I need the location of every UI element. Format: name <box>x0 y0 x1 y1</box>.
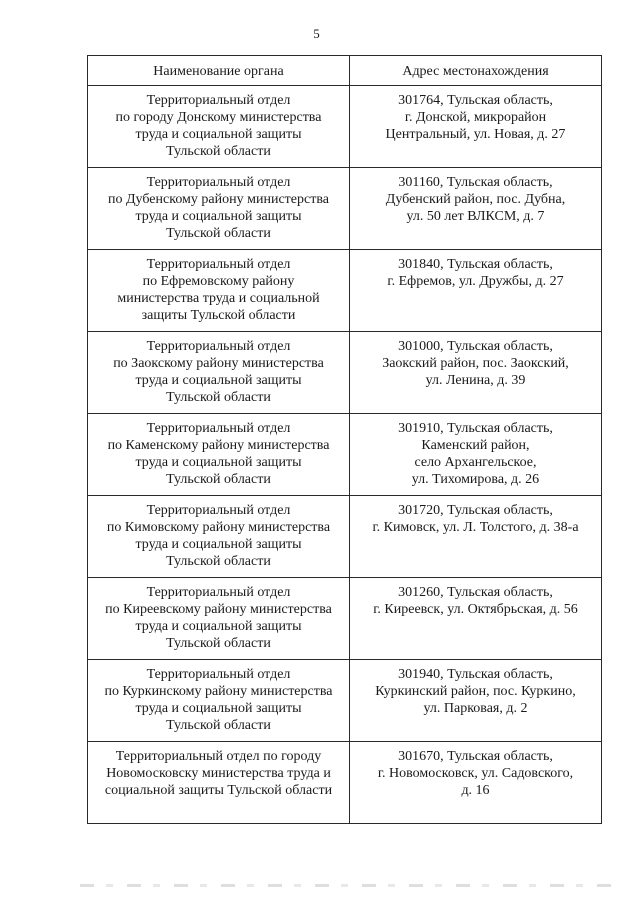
scan-artifact-line <box>80 884 620 887</box>
address-cell: 301670, Тульская область, г. Новомосковск, ул. Садовского, д. 16 <box>350 742 602 824</box>
offices-table <box>87 55 602 824</box>
address-cell: 301910, Тульская область, Каменский район, село Архангельское, ул. Тихомирова, д. 26 <box>350 414 602 496</box>
table-row <box>88 578 602 660</box>
header-address: Адрес местонахождения <box>350 56 602 86</box>
organ-name-cell: Территориальный отдел по городу Донскому министерства труда и социальной защиты Тульской области <box>88 86 350 168</box>
address-cell: 301764, Тульская область, г. Донской, микрорайон Центральный, ул. Новая, д. 27 <box>350 86 602 168</box>
address-cell: 301260, Тульская область, г. Киреевск, ул. Октябрьская, д. 56 <box>350 578 602 660</box>
address-cell: 301000, Тульская область, Заокский район, пос. Заокский, ул. Ленина, д. 39 <box>350 332 602 414</box>
table-row <box>88 250 602 332</box>
organ-name-cell: Территориальный отдел по Кимовскому району министерства труда и социальной защиты Тульской области <box>88 496 350 578</box>
address-cell: 301840, Тульская область, г. Ефремов, ул. Дружбы, д. 27 <box>350 250 602 332</box>
address-cell: 301720, Тульская область, г. Кимовск, ул. Л. Толстого, д. 38-а <box>350 496 602 578</box>
table-header <box>88 56 602 86</box>
organ-name-cell: Территориальный отдел по городу Новомосковску министерства труда и социальной защиты Тульской области <box>88 742 350 824</box>
address-cell: 301160, Тульская область, Дубенский район, пос. Дубна, ул. 50 лет ВЛКСМ, д. 7 <box>350 168 602 250</box>
organ-name-cell: Территориальный отдел по Ефремовскому району министерства труда и социальной защиты Тульской области <box>88 250 350 332</box>
header-organ-name: Наименование органа <box>88 56 350 86</box>
page-number: 5 <box>313 26 320 41</box>
table-row <box>88 332 602 414</box>
organ-name-cell: Территориальный отдел по Киреевскому району министерства труда и социальной защиты Тульской области <box>88 578 350 660</box>
table-row <box>88 414 602 496</box>
table-row <box>88 168 602 250</box>
table-body <box>88 86 602 824</box>
address-cell: 301940, Тульская область, Куркинский район, пос. Куркино, ул. Парковая, д. 2 <box>350 660 602 742</box>
table-row <box>88 660 602 742</box>
table-row <box>88 742 602 824</box>
organ-name-cell: Территориальный отдел по Дубенскому району министерства труда и социальной защиты Тульской области <box>88 168 350 250</box>
header-row <box>88 56 602 86</box>
table-row <box>88 496 602 578</box>
organ-name-cell: Территориальный отдел по Куркинскому району министерства труда и социальной защиты Тульской области <box>88 660 350 742</box>
table-row <box>88 86 602 168</box>
organ-name-cell: Территориальный отдел по Заокскому району министерства труда и социальной защиты Тульской области <box>88 332 350 414</box>
organ-name-cell: Территориальный отдел по Каменскому району министерства труда и социальной защиты Тульской области <box>88 414 350 496</box>
